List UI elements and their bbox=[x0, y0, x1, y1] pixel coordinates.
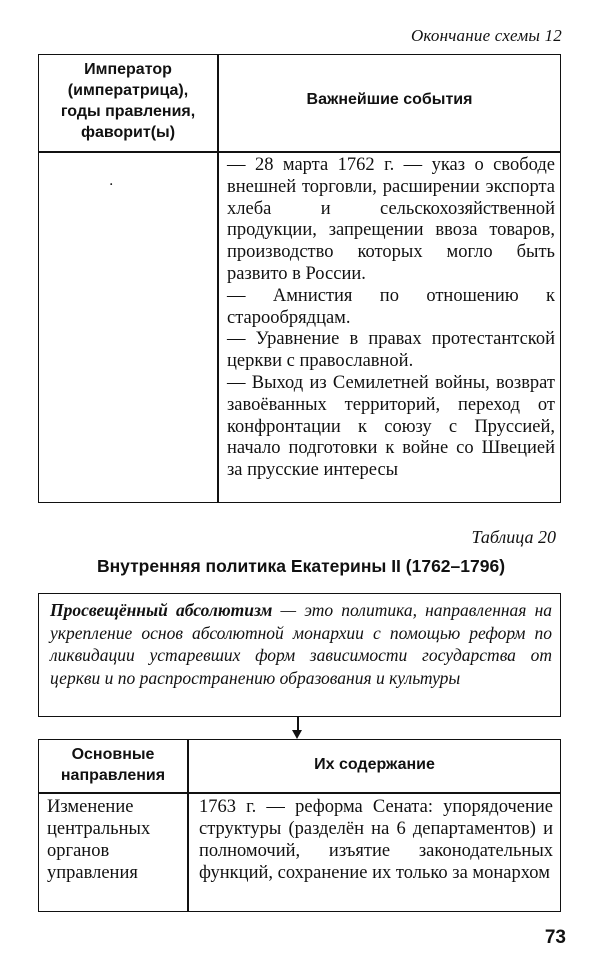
definition-term: Просвещённый абсолютизм bbox=[50, 600, 273, 620]
header-directions-line: направления bbox=[60, 767, 166, 784]
definition-box bbox=[38, 593, 561, 717]
events-cell bbox=[227, 155, 555, 482]
header-events: Важнейшие события bbox=[306, 91, 473, 108]
header-ruler-line: (императрица), bbox=[67, 82, 189, 99]
header-ruler-line: фаворит(ы) bbox=[80, 124, 176, 141]
page-number: 73 bbox=[544, 927, 566, 948]
column-divider bbox=[217, 55, 219, 502]
table-label: Таблица 20 bbox=[471, 527, 556, 547]
table-title: Внутренняя политика Екатерины II (1762–1796) bbox=[96, 556, 506, 576]
event-item: — Амнистия по отношению к старообрядцам. bbox=[227, 285, 555, 328]
arrow-down-icon bbox=[292, 730, 302, 739]
header-ruler bbox=[39, 59, 217, 143]
direction-cell: Изменение центральных органов управления bbox=[47, 797, 151, 883]
ruler-cell: · bbox=[109, 177, 114, 193]
definition-text: — это политика, направленная на укрепление основ абсолютной монархии с помощью реформ по ликвидации устаревших форм зависимости государства от церкви и по распространению образования и культуры bbox=[50, 600, 553, 688]
continuation-label: Окончание схемы 12 bbox=[410, 26, 562, 45]
event-item: — Выход из Семилетней войны, возврат завоёванных территорий, переход от конфронтации к союзу с Пруссией, начало подготовки к войне со Швецией за прусские интересы bbox=[227, 372, 555, 481]
header-divider bbox=[39, 792, 560, 794]
header-divider bbox=[39, 151, 560, 153]
content-cell: 1763 г. — реформа Сената: упорядочение структуры (разделён на 6 департаментов) и полномочий, изъятие законодательных функций, сохранение их только за монархом bbox=[199, 797, 553, 883]
header-ruler-line: годы правления, bbox=[60, 103, 196, 120]
policy-table bbox=[38, 739, 561, 912]
header-directions-line: Основные bbox=[71, 746, 155, 763]
event-item: — 28 марта 1762 г. — указ о свободе внешней торговли, расширении экспорта хлеба и сельскохозяйственной продукции, запрещении ввоза товаров, производство которых могло быть развито в России. bbox=[227, 155, 555, 284]
header-content: Их содержание bbox=[314, 756, 435, 773]
event-item: — Уравнение в правах протестантской церкви с православной. bbox=[227, 329, 555, 372]
header-directions bbox=[39, 744, 187, 786]
header-ruler-line: Император bbox=[84, 61, 172, 78]
scheme-table bbox=[38, 54, 561, 503]
